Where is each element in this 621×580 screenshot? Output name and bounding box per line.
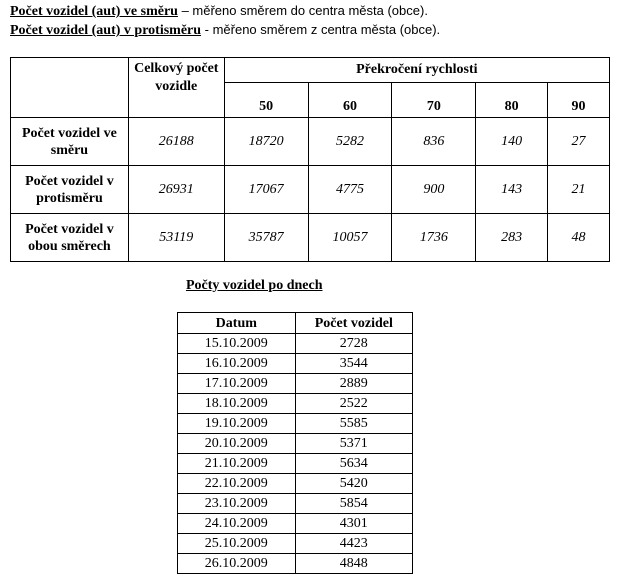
- legend-term-opposite: Počet vozidel (aut) v protisměru: [10, 23, 202, 38]
- count-cell: 2889: [295, 374, 412, 394]
- table-row: [178, 374, 413, 394]
- date-cell: 25.10.2009: [178, 534, 296, 554]
- date-cell: 23.10.2009: [178, 494, 296, 514]
- speed-60-header: 60: [308, 83, 392, 118]
- speed-cell: 5282: [308, 118, 392, 166]
- total-cell: 26188: [128, 118, 224, 166]
- count-cell: 5420: [295, 474, 412, 494]
- count-cell: 5634: [295, 454, 412, 474]
- speed-cell: 283: [476, 214, 548, 262]
- speed-cell: 140: [476, 118, 548, 166]
- table-row: [178, 474, 413, 494]
- count-cell: 5854: [295, 494, 412, 514]
- speed-cell: 4775: [308, 166, 392, 214]
- table-row: [11, 214, 610, 262]
- count-column-header: Počet vozidel: [295, 313, 412, 334]
- date-cell: 16.10.2009: [178, 354, 296, 374]
- legend: [10, 2, 440, 40]
- table-row: [178, 354, 413, 374]
- table-row: [178, 334, 413, 354]
- table-row: [178, 514, 413, 534]
- row-label: Počet vozidel ve směru: [11, 118, 129, 166]
- speed-cell: 21: [548, 166, 610, 214]
- date-cell: 15.10.2009: [178, 334, 296, 354]
- date-cell: 20.10.2009: [178, 434, 296, 454]
- speed-50-header: 50: [224, 83, 308, 118]
- total-cell: 53119: [128, 214, 224, 262]
- count-cell: 5371: [295, 434, 412, 454]
- count-cell: 5585: [295, 414, 412, 434]
- speed-90-header: 90: [548, 83, 610, 118]
- count-cell: 3544: [295, 354, 412, 374]
- count-cell: 2728: [295, 334, 412, 354]
- count-cell: 4301: [295, 514, 412, 534]
- date-cell: 26.10.2009: [178, 554, 296, 574]
- date-cell: 19.10.2009: [178, 414, 296, 434]
- count-cell: 2522: [295, 394, 412, 414]
- days-table-title: Počty vozidel po dnech: [186, 278, 323, 293]
- speed-cell: 35787: [224, 214, 308, 262]
- speed-80-header: 80: [476, 83, 548, 118]
- speed-table: [10, 57, 610, 262]
- legend-line-direction: [10, 2, 440, 21]
- speed-70-header: 70: [392, 83, 476, 118]
- speed-cell: 27: [548, 118, 610, 166]
- date-cell: 21.10.2009: [178, 454, 296, 474]
- table-row: [178, 394, 413, 414]
- table-row: [11, 166, 610, 214]
- table-row: [178, 434, 413, 454]
- table-row: [11, 118, 610, 166]
- date-cell: 18.10.2009: [178, 394, 296, 414]
- speed-cell: 1736: [392, 214, 476, 262]
- table-row: [178, 454, 413, 474]
- days-table: [177, 312, 413, 574]
- speed-cell: 143: [476, 166, 548, 214]
- date-column-header: Datum: [178, 313, 296, 334]
- legend-desc-opposite: - měřeno směrem z centra města (obce).: [201, 22, 441, 37]
- speed-cell: 48: [548, 214, 610, 262]
- corner-cell: [11, 58, 129, 118]
- table-row: [178, 554, 413, 574]
- date-cell: 22.10.2009: [178, 474, 296, 494]
- legend-line-opposite: [10, 21, 440, 40]
- total-header: Celkový počet vozidle: [128, 58, 224, 118]
- table-row: [178, 534, 413, 554]
- speed-cell: 836: [392, 118, 476, 166]
- legend-term-direction: Počet vozidel (aut) ve směru: [10, 4, 178, 19]
- legend-desc-direction: – měřeno směrem do centra města (obce).: [177, 3, 428, 18]
- table-row: [178, 414, 413, 434]
- speed-cell: 10057: [308, 214, 392, 262]
- count-cell: 4423: [295, 534, 412, 554]
- table-row: [178, 494, 413, 514]
- row-label: Počet vozidel v protisměru: [11, 166, 129, 214]
- date-cell: 17.10.2009: [178, 374, 296, 394]
- speed-header: Překročení rychlosti: [224, 58, 609, 83]
- speed-cell: 900: [392, 166, 476, 214]
- row-label: Počet vozidel v obou směrech: [11, 214, 129, 262]
- count-cell: 4848: [295, 554, 412, 574]
- speed-cell: 17067: [224, 166, 308, 214]
- total-cell: 26931: [128, 166, 224, 214]
- speed-cell: 18720: [224, 118, 308, 166]
- date-cell: 24.10.2009: [178, 514, 296, 534]
